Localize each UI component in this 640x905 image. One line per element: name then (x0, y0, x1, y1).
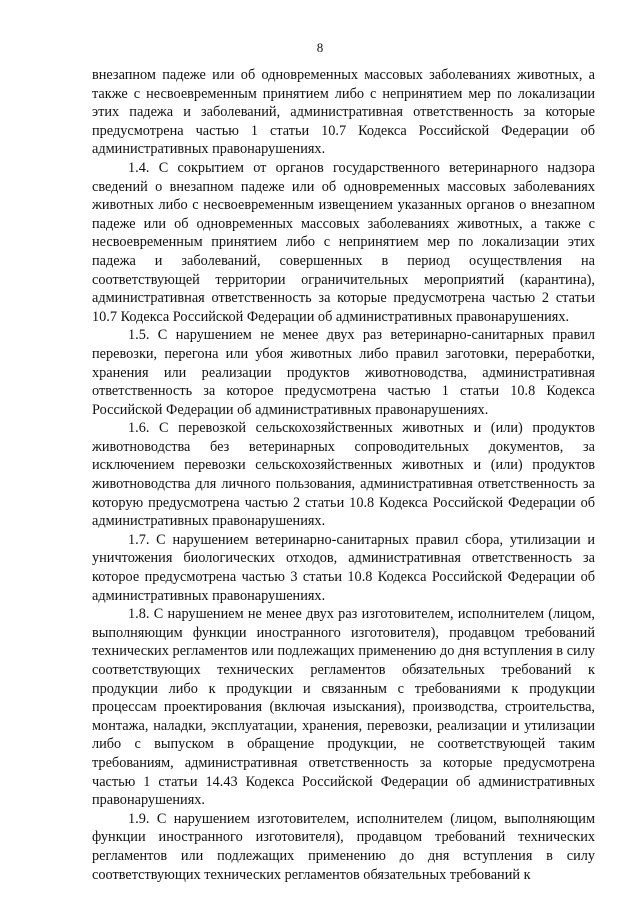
paragraph-1-8: 1.8. С нарушением не менее двух раз изготовителем, исполнителем (лицом, выполняющим функции иностранного изготовителя), продавцом требований технических регламентов или подлежащих применению до дня вступления в силу соответствующих технических регламентов обязательных требований к продукции либо к продукции и связанным с требованиями к продукции процессам проектирования (включая изыскания), производства, строительства, монтажа, наладки, эксплуатации, хранения, перевозки, реализации и утилизации либо с выпуском в обращение продукции, не соответствующей таким требованиям, административная ответственность за которые предусмотрена частью 1 статьи 14.43 Кодекса Российской Федерации об административных правонарушениях. (92, 606, 595, 809)
paragraph-1-9: 1.9. С нарушением изготовителем, исполнителем (лицом, выполняющим функции иностранного изготовителя), продавцом требований технических регламентов или подлежащих применению до дня вступления в силу соответствующих технических регламентов обязательных требований к (92, 810, 595, 883)
paragraph-1-7: 1.7. С нарушением ветеринарно-санитарных правил сбора, утилизации и уничтожения биологических отходов, административная ответственность за которое предусмотрена частью 3 статьи 10.8 Кодекса Российской Федерации об административных правонарушениях. (92, 531, 595, 604)
page-number: 8 (316, 40, 324, 55)
paragraph-continuation: внезапном падеже или об одновременных массовых заболеваниях животных, а также с несвоевременным принятием либо с непринятием мер по локализации этих падежа и заболеваний, административная ответственность за которые предусмотрена частью 1 статьи 10.7 Кодекса Российской Федерации об административных правонарушениях. (92, 67, 595, 158)
paragraph-1-4: 1.4. С сокрытием от органов государственного ветеринарного надзора сведений о внезапном падеже или об одновременных массовых заболеваниях животных либо с несвоевременным извещением указанных органов о внезапном падеже или об одновременных массовых заболеваниях животных, а также с несвоевременным принятием либо с непринятием мер по локализации этих падежа и заболеваний, совершенных в период осуществления на соответствующей территории ограничительных мероприятий (карантина), административная ответственность за которые предусмотрена частью 2 статьи 10.7 Кодекса Российской Федерации об административных правонарушениях. (92, 159, 595, 325)
paragraph-1-6: 1.6. С перевозкой сельскохозяйственных животных и (или) продуктов животноводства без ветеринарных сопроводительных документов, за исключением перевозки сельскохозяйственных животных и (или) продуктов животноводства для личного пользования, административная ответственность за которую предусмотрена частью 2 статьи 10.8 Кодекса Российской Федерации об административных правонарушениях. (92, 420, 595, 530)
document-body (92, 66, 595, 884)
paragraph-1-5: 1.5. С нарушением не менее двух раз ветеринарно-санитарных правил перевозки, перегона или убоя животных либо правил заготовки, переработки, хранения или реализации продуктов животноводства, административная ответственность за которое предусмотрена частью 1 статьи 10.8 Кодекса Российской Федерации об административных правонарушениях. (92, 327, 595, 418)
